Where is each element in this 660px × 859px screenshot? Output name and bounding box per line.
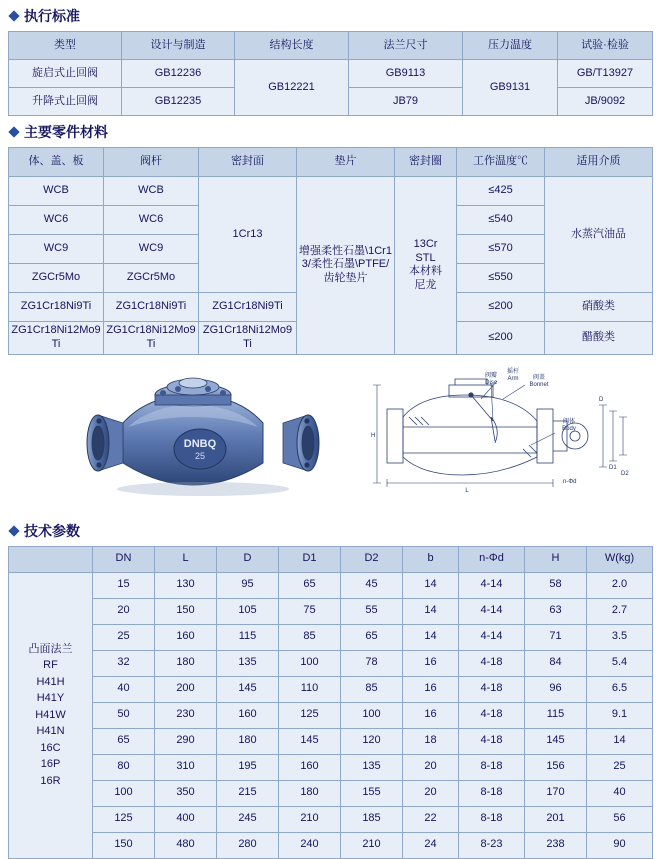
row-label-line: H41Y [36, 692, 65, 705]
dimension-label-D: D [599, 396, 604, 403]
dimension-label-D1: D1 [609, 464, 617, 471]
cell-dn: 15 [93, 572, 155, 598]
row-label-line: RF [43, 659, 58, 672]
cell-temp: ≤200 [457, 322, 545, 355]
cell-d: 135 [217, 650, 279, 676]
cell-b: 16 [403, 702, 459, 728]
table-header-row [9, 148, 653, 177]
cell-temp: ≤550 [457, 264, 545, 293]
cell-test: JB/9092 [558, 88, 653, 116]
cell-l: 400 [155, 806, 217, 832]
cell-nd: 4-18 [459, 650, 525, 676]
cell-dn: 125 [93, 806, 155, 832]
cell-dn: 25 [93, 624, 155, 650]
cell-d2: 185 [341, 806, 403, 832]
cell-l: 310 [155, 754, 217, 780]
table-row [9, 177, 653, 206]
cell-design: GB12235 [122, 88, 235, 116]
col-header-h: H [525, 546, 587, 572]
datasheet-page [0, 6, 660, 851]
cell-nd: 8-18 [459, 806, 525, 832]
row-label-line: 16R [40, 774, 61, 787]
cell-type: 旋启式止回阀 [9, 60, 122, 88]
figures-area [8, 363, 652, 515]
valve-photo-figure [68, 363, 338, 513]
cell-temp: ≤540 [457, 206, 545, 235]
seal-ring-line: 13Cr [413, 237, 438, 250]
cell-d2: 155 [341, 780, 403, 806]
dimension-label-L: L [465, 487, 469, 494]
section-title-params [10, 521, 652, 541]
valve-illustration [68, 363, 338, 513]
cell-test: GB/T13927 [558, 60, 653, 88]
cell-body: WC6 [9, 206, 104, 235]
cell-body: ZG1Cr18Ni9Ti [9, 293, 104, 322]
callout-bonnet-en: Bonnet [529, 381, 549, 388]
seal-ring-line: STL [415, 251, 436, 264]
callout-disc-cn: 阀瓣 [484, 372, 498, 379]
cell-b: 16 [403, 676, 459, 702]
col-header: 设计与制造 [122, 32, 235, 60]
cell-l: 480 [155, 832, 217, 858]
cell-d1: 85 [279, 624, 341, 650]
cell-b: 18 [403, 728, 459, 754]
cell-b: 14 [403, 624, 459, 650]
section-title-materials [10, 122, 652, 142]
cell-d: 105 [217, 598, 279, 624]
cell-w: 2.7 [587, 598, 653, 624]
cell-l: 150 [155, 598, 217, 624]
cell-nd: 4-14 [459, 598, 525, 624]
cell-nd: 4-14 [459, 624, 525, 650]
cell-d: 115 [217, 624, 279, 650]
table-row [9, 754, 653, 780]
cell-w: 14 [587, 728, 653, 754]
cell-l: 160 [155, 624, 217, 650]
section-title-standards-label: 执行标准 [24, 8, 80, 24]
cell-d1: 100 [279, 650, 341, 676]
cell-d: 145 [217, 676, 279, 702]
row-label-line: 16C [40, 741, 61, 754]
cell-b: 20 [403, 780, 459, 806]
col-header: 工作温度℃ [457, 148, 545, 177]
cell-h: 63 [525, 598, 587, 624]
cell-w: 3.5 [587, 624, 653, 650]
cell-nd: 8-23 [459, 832, 525, 858]
table-row [9, 572, 653, 598]
cell-d1: 210 [279, 806, 341, 832]
cell-body: ZGCr5Mo [9, 264, 104, 293]
cell-nd: 8-18 [459, 754, 525, 780]
cell-length: GB12221 [235, 60, 349, 116]
col-header-w: W(kg) [587, 546, 653, 572]
callout-body-en: Body [562, 425, 576, 432]
cell-h: 201 [525, 806, 587, 832]
row-label-line: 凸面法兰 [28, 642, 73, 655]
cell-dn: 150 [93, 832, 155, 858]
cell-b: 22 [403, 806, 459, 832]
callout-bonnet-cn: 阀盖 [532, 374, 546, 381]
table-header-row [9, 32, 653, 60]
col-header: 阀杆 [104, 148, 199, 177]
col-header: 类型 [9, 32, 122, 60]
technical-parameters-table [8, 546, 653, 859]
cell-d2: 120 [341, 728, 403, 754]
cell-stem: WCB [104, 177, 199, 206]
cell-w: 9.1 [587, 702, 653, 728]
cell-d: 195 [217, 754, 279, 780]
cell-d1: 145 [279, 728, 341, 754]
cell-h: 156 [525, 754, 587, 780]
cell-w: 90 [587, 832, 653, 858]
cell-d2: 65 [341, 624, 403, 650]
seal-ring-line: 尼龙 [414, 279, 437, 291]
svg-text:25: 25 [194, 450, 206, 461]
cell-stem: ZG1Cr18Ni12Mo9Ti [104, 322, 199, 355]
cell-seal-face: ZG1Cr18Ni12Mo9Ti [199, 322, 297, 355]
cell-nd: 4-14 [459, 572, 525, 598]
cell-b: 24 [403, 832, 459, 858]
cell-w: 40 [587, 780, 653, 806]
cell-d: 280 [217, 832, 279, 858]
section-title-standards [10, 6, 652, 26]
table-row [9, 832, 653, 858]
cell-type: 升降式止回阀 [9, 88, 122, 116]
section-title-materials-label: 主要零件材料 [24, 124, 108, 140]
table-row [9, 806, 653, 832]
col-header: 试验·检验 [558, 32, 653, 60]
cell-d1: 160 [279, 754, 341, 780]
cell-h: 84 [525, 650, 587, 676]
cell-stem: ZGCr5Mo [104, 264, 199, 293]
col-header-d1: D1 [279, 546, 341, 572]
cell-d: 245 [217, 806, 279, 832]
callout-arm-en: Arm [507, 375, 519, 382]
cell-b: 14 [403, 598, 459, 624]
cell-l: 230 [155, 702, 217, 728]
cell-body: WC9 [9, 235, 104, 264]
cell-temp: ≤200 [457, 293, 545, 322]
cell-h: 96 [525, 676, 587, 702]
cell-design: GB12236 [122, 60, 235, 88]
cell-d2: 78 [341, 650, 403, 676]
cell-h: 115 [525, 702, 587, 728]
callout-body-cn: 阀体 [562, 418, 576, 425]
table-row [9, 780, 653, 806]
cell-seal-face: ZG1Cr18Ni9Ti [199, 293, 297, 322]
standards-table [8, 31, 653, 116]
cell-w: 5.4 [587, 650, 653, 676]
diamond-bullet-icon [8, 126, 19, 137]
col-header-blank [9, 546, 93, 572]
col-header: 垫片 [297, 148, 395, 177]
cell-nd: 4-18 [459, 702, 525, 728]
cell-b: 16 [403, 650, 459, 676]
cell-l: 200 [155, 676, 217, 702]
cell-d2: 100 [341, 702, 403, 728]
cell-d1: 180 [279, 780, 341, 806]
diamond-bullet-icon [8, 525, 19, 536]
cell-d: 160 [217, 702, 279, 728]
table-row [9, 60, 653, 88]
row-label-line: H41H [36, 675, 65, 688]
cell-h: 71 [525, 624, 587, 650]
col-header: 结构长度 [235, 32, 349, 60]
cell-dn: 32 [93, 650, 155, 676]
cell-d1: 240 [279, 832, 341, 858]
row-label-line: H41W [35, 708, 66, 721]
cell-flange: JB79 [349, 88, 463, 116]
cell-w: 25 [587, 754, 653, 780]
cell-medium: 水蒸汽油品 [545, 177, 653, 293]
cell-stem: WC6 [104, 206, 199, 235]
table-row [9, 702, 653, 728]
cell-nd: 8-18 [459, 780, 525, 806]
cell-dn: 100 [93, 780, 155, 806]
table-row [9, 624, 653, 650]
cell-w: 2.0 [587, 572, 653, 598]
cell-dn: 20 [93, 598, 155, 624]
cell-d: 95 [217, 572, 279, 598]
cell-dn: 65 [93, 728, 155, 754]
col-header: 法兰尺寸 [349, 32, 463, 60]
cell-d1: 110 [279, 676, 341, 702]
cell-temp: ≤425 [457, 177, 545, 206]
col-header: 体、盖、板 [9, 148, 104, 177]
cell-w: 56 [587, 806, 653, 832]
valve-drawing-figure [363, 365, 648, 515]
col-header-nd: n-Φd [459, 546, 525, 572]
cell-d1: 65 [279, 572, 341, 598]
cell-d2: 55 [341, 598, 403, 624]
row-label-valve-types [9, 572, 93, 858]
cell-d2: 135 [341, 754, 403, 780]
valve-technical-drawing [363, 365, 648, 515]
cell-dn: 50 [93, 702, 155, 728]
callout-disc-en: Disc [485, 379, 497, 386]
table-row [9, 650, 653, 676]
cell-medium: 醋酸类 [545, 322, 653, 355]
col-header-l: L [155, 546, 217, 572]
seal-ring-line: 本材料 [409, 265, 442, 278]
cell-nd: 4-18 [459, 728, 525, 754]
cell-medium: 硝酸类 [545, 293, 653, 322]
cell-seal-face: 1Cr13 [199, 177, 297, 293]
cell-l: 290 [155, 728, 217, 754]
table-row [9, 676, 653, 702]
table-row [9, 728, 653, 754]
cell-d2: 45 [341, 572, 403, 598]
cell-seal-ring [395, 177, 457, 355]
cell-h: 58 [525, 572, 587, 598]
diamond-bullet-icon [8, 10, 19, 21]
cell-body: ZG1Cr18Ni12Mo9Ti [9, 322, 104, 355]
cell-l: 130 [155, 572, 217, 598]
cell-flange: GB9113 [349, 60, 463, 88]
col-header: 密封圈 [395, 148, 457, 177]
cell-d2: 85 [341, 676, 403, 702]
cell-d1: 75 [279, 598, 341, 624]
col-header-dn: DN [93, 546, 155, 572]
col-header: 适用介质 [545, 148, 653, 177]
col-header-b: b [403, 546, 459, 572]
cell-gasket: 增强柔性石墨\1Cr13/柔性石墨\PTFE/齿轮垫片 [297, 177, 395, 355]
cell-h: 238 [525, 832, 587, 858]
cell-l: 350 [155, 780, 217, 806]
cell-temp: ≤570 [457, 235, 545, 264]
cell-b: 20 [403, 754, 459, 780]
cell-d: 215 [217, 780, 279, 806]
cell-nd: 4-18 [459, 676, 525, 702]
col-header-d: D [217, 546, 279, 572]
cell-dn: 40 [93, 676, 155, 702]
col-header: 密封面 [199, 148, 297, 177]
dimension-label-H: H [371, 432, 376, 439]
cell-body: WCB [9, 177, 104, 206]
table-header-row [9, 546, 653, 572]
cell-d2: 210 [341, 832, 403, 858]
cell-h: 145 [525, 728, 587, 754]
table-row [9, 598, 653, 624]
valve-brand-label: DNBQ [183, 437, 217, 450]
cell-stem: ZG1Cr18Ni9Ti [104, 293, 199, 322]
row-label-line: 16P [40, 758, 61, 771]
cell-pressure: GB9131 [463, 60, 558, 116]
row-label-line: H41N [36, 725, 65, 738]
cell-b: 14 [403, 572, 459, 598]
materials-table [8, 147, 653, 355]
section-title-params-label: 技术参数 [24, 522, 80, 539]
dimension-label-nd: n-Φd [563, 478, 577, 485]
cell-h: 170 [525, 780, 587, 806]
cell-dn: 80 [93, 754, 155, 780]
cell-d1: 125 [279, 702, 341, 728]
cell-stem: WC9 [104, 235, 199, 264]
cell-l: 180 [155, 650, 217, 676]
cell-d: 180 [217, 728, 279, 754]
col-header: 压力温度 [463, 32, 558, 60]
dimension-label-D2: D2 [621, 470, 629, 477]
cell-w: 6.5 [587, 676, 653, 702]
callout-arm-cn: 摇杆 [506, 368, 520, 375]
col-header-d2: D2 [341, 546, 403, 572]
